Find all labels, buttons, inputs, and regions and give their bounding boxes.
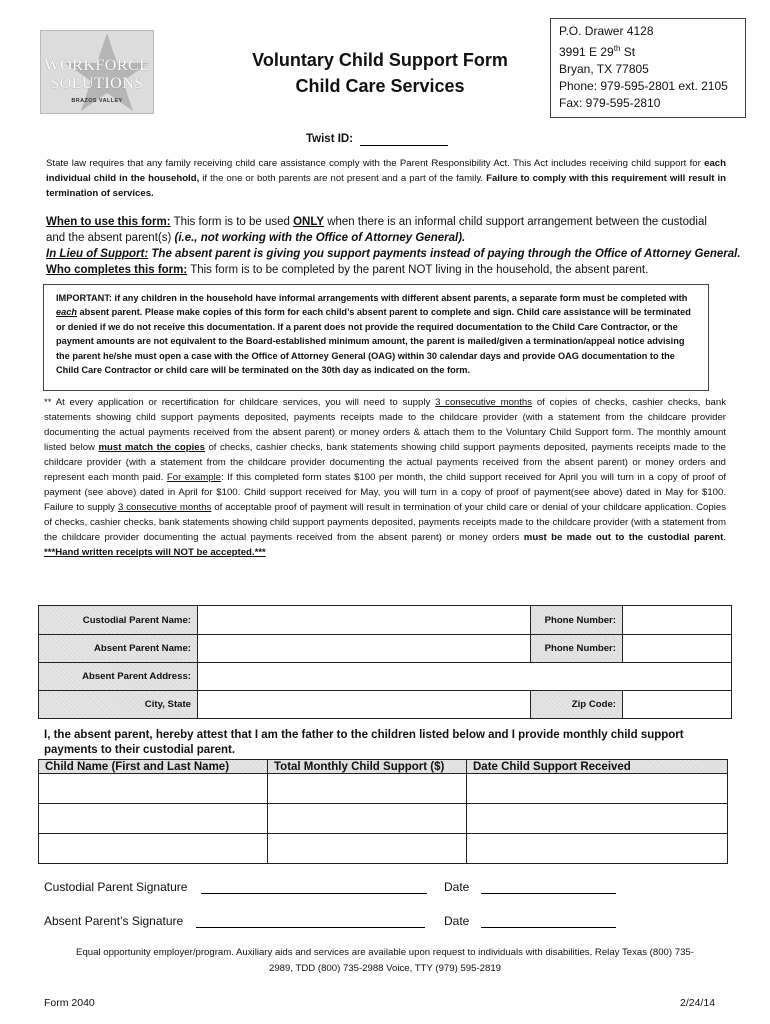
parent-info-table bbox=[38, 605, 732, 719]
address-fax: Fax: 979-595-2810 bbox=[559, 96, 661, 110]
important-notice-box: IMPORTANT: if any children in the household have informal arrangements with different absent parents, a separate form must be completed with each absent parent. Please make copies of this form for each child’s absent parent to complete and sign. Child care assistance will be terminated or denied if we do not receive this documentation. If a parent does not provide the required documentation to the Child Care Contractor, or the payment amounts are not equivalent to the Board-established minimum amount, the parent is mailed/given a termination/appeal notice advising the parent he/she must open a case with the Office of Attorney General (OAG) within 30 calendar days and provide OAG documentation to the Child Care Contractor or child care will be terminated on the 30th day as indicated on the form. bbox=[43, 284, 709, 391]
absent-phone-label: Phone Number: bbox=[531, 635, 623, 663]
absent-signature-line[interactable] bbox=[196, 927, 425, 928]
col-date-received: Date Child Support Received bbox=[467, 760, 728, 774]
form-number: Form 2040 bbox=[44, 997, 95, 1009]
workforce-solutions-logo bbox=[40, 30, 154, 114]
twist-id-label: Twist ID: bbox=[306, 133, 354, 145]
child-name-cell[interactable] bbox=[39, 804, 268, 834]
custodial-parent-name-field[interactable] bbox=[198, 606, 531, 635]
child-support-table bbox=[38, 759, 728, 864]
monthly-support-cell[interactable] bbox=[268, 774, 467, 804]
city-state-label: City, State bbox=[39, 691, 198, 718]
zip-code-field[interactable] bbox=[623, 691, 731, 718]
table-row bbox=[39, 804, 728, 834]
absent-signature-label: Absent Parent’s Signature bbox=[44, 914, 184, 928]
logo-line3: BRAZOS VALLEY bbox=[71, 98, 123, 104]
custodial-parent-name-label: Custodial Parent Name: bbox=[39, 606, 198, 635]
absent-phone-field[interactable] bbox=[623, 635, 731, 663]
custodial-phone-label: Phone Number: bbox=[531, 606, 623, 635]
date-received-cell[interactable] bbox=[467, 834, 728, 864]
absent-parent-address-field[interactable] bbox=[198, 663, 731, 691]
zip-code-label: Zip Code: bbox=[531, 691, 623, 718]
form-subtitle: Child Care Services bbox=[295, 76, 465, 96]
date-received-cell[interactable] bbox=[467, 804, 728, 834]
date-received-cell[interactable] bbox=[467, 774, 728, 804]
usage-instructions: When to use this form: This form is to be used ONLY when there is an informal child support arrangement between the custodial and the absent parent(s) (i.e., not working with the Office of Attorney General). In Lieu of Support: The absent parent is giving you support payments instead of paying through the Office of Attorney General. Who completes this form: This form is to be completed by the parent NOT living in the household, the absent parent. bbox=[46, 216, 741, 276]
custodial-phone-field[interactable] bbox=[623, 606, 731, 635]
equal-opportunity-footer: Equal opportunity employer/program. Auxiliary aids and services are available upon request to individuals with disabilities. Relay Texas (800) 735- 2989, TDD (800) 735-2988 Voice, TTY (979) 595-2819 bbox=[76, 947, 694, 974]
child-name-cell[interactable] bbox=[39, 774, 268, 804]
monthly-support-cell[interactable] bbox=[268, 804, 467, 834]
absent-date-line[interactable] bbox=[481, 927, 616, 928]
absent-parent-address-label: Absent Parent Address: bbox=[39, 663, 198, 691]
address-city: Bryan, TX 77805 bbox=[559, 62, 649, 76]
custodial-signature-label: Custodial Parent Signature bbox=[44, 880, 188, 894]
custodial-signature-line[interactable] bbox=[201, 893, 427, 894]
address-street: 3991 E 29th St bbox=[559, 44, 636, 59]
custodial-date-label: Date bbox=[444, 880, 470, 894]
absent-parent-name-label: Absent Parent Name: bbox=[39, 635, 198, 663]
col-monthly-support: Total Monthly Child Support ($) bbox=[268, 760, 467, 774]
logo-line2: SOLUTIONS bbox=[50, 75, 144, 92]
custodial-date-line[interactable] bbox=[481, 893, 616, 894]
proof-of-payment-note: ** At every application or recertification for childcare services, you will need to supply 3 consecutive months of copies of checks, cashier checks, bank statements showing child support payments deposited, payments receipts made to the childcare provider (with a statement from the childcare provider documenting the actual payments received from the absent parent) or money orders & attach them to the Voluntary Child Support form. The monthly amount listed below must match the copies of checks, cashier checks, bank statements showing child support payments deposited, payments receipts made to the childcare provider (with a statement from the childcare provider documenting the actual payments received from the absent parent) or money orders and represent each month paid. For example: If this completed form states $100 per month, the child support received for April you will turn in a copy of proof of payment (see above) dated in April for $100. Child support received for May, you will turn in a copy of proof of payment(see above) dated in May for $100. Failure to supply 3 consecutive months of acceptable proof of payment will result in termination of your child care or denial of your childcare application. Copies of checks, cashier checks, bank statements showing child support payments deposited, payments receipts made to the childcare provider (with a statement from the childcare provider documenting the actual payments received from the absent parent) or money orders must be made out to the custodial parent. ***Hand written receipts will NOT be accepted.*** bbox=[44, 397, 727, 558]
child-name-cell[interactable] bbox=[39, 834, 268, 864]
address-box bbox=[550, 18, 746, 118]
table-row bbox=[39, 774, 728, 804]
city-state-field[interactable] bbox=[198, 691, 531, 718]
absent-parent-name-field[interactable] bbox=[198, 635, 531, 663]
logo-line1: WORKFORCE bbox=[44, 57, 150, 74]
revision-date: 2/24/14 bbox=[680, 997, 716, 1009]
twist-id-field[interactable] bbox=[360, 145, 448, 146]
col-child-name: Child Name (First and Last Name) bbox=[39, 760, 268, 774]
monthly-support-cell[interactable] bbox=[268, 834, 467, 864]
form-title: Voluntary Child Support Form bbox=[252, 50, 508, 70]
intro-paragraph: State law requires that any family receiving child care assistance comply with the Parent Responsibility Act. This Act includes receiving child support for each individual child in the household, if the one or both parents are not present and a part of the family. Failure to comply with this requirement will result in termination of services. bbox=[46, 158, 726, 199]
address-po: P.O. Drawer 4128 bbox=[559, 24, 654, 38]
table-row bbox=[39, 834, 728, 864]
attestation-statement: I, the absent parent, hereby attest that I am the father to the children listed below and I provide monthly child support payments to their custodial parent. bbox=[44, 729, 684, 756]
address-phone: Phone: 979-595-2801 ext. 2105 bbox=[559, 79, 728, 93]
absent-date-label: Date bbox=[444, 914, 470, 928]
